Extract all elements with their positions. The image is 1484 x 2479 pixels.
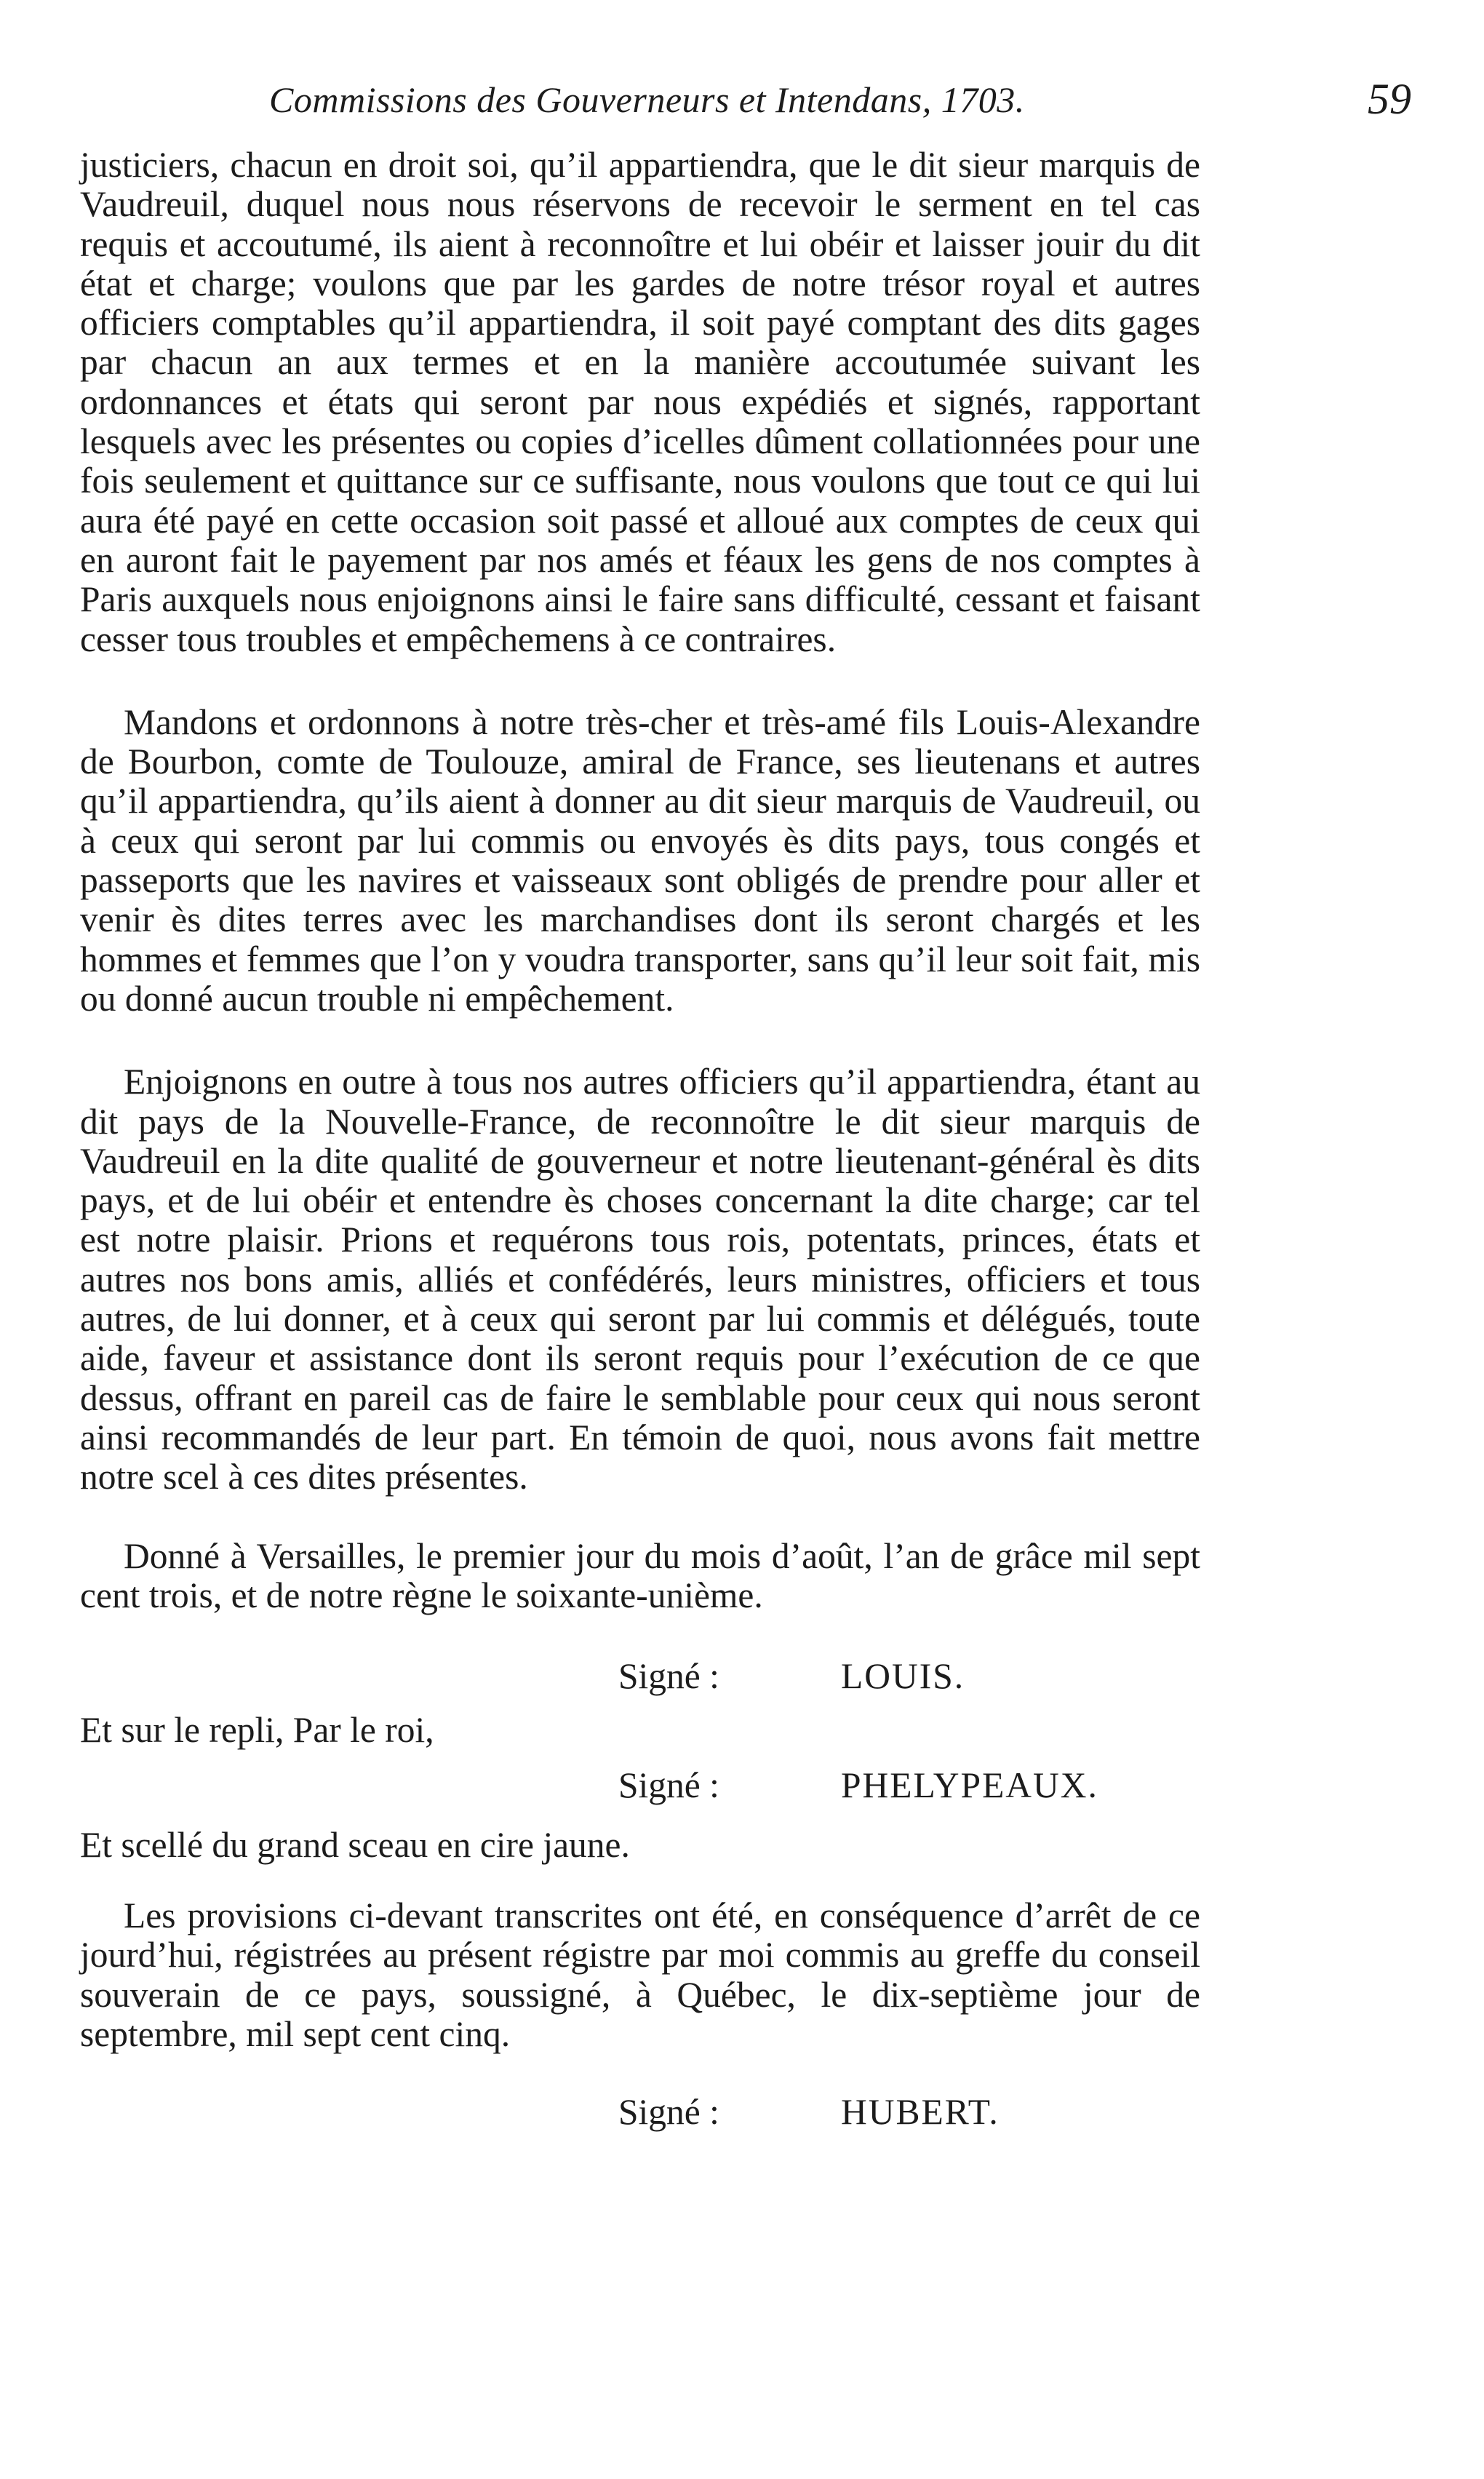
scelle-line: Et scellé du grand sceau en cire jaune.	[80, 1825, 630, 1866]
repli-line: Et sur le repli, Par le roi,	[80, 1710, 434, 1751]
paragraph-donne: Donné à Versailles, le premier jour du mois d’août, l’an de grâce mil sept cent trois, et de notre règne le soixante-unième.	[80, 1535, 1200, 1615]
signature-label: Signé :	[618, 2092, 719, 2133]
signature-louis	[80, 1655, 1200, 1698]
signature-name-louis: LOUIS.	[841, 1656, 965, 1697]
running-header	[87, 75, 1411, 130]
page-number: 59	[1368, 75, 1411, 123]
running-title: Commissions des Gouverneurs et Intendans, 1703.	[269, 79, 1025, 120]
paragraph-enjoignons: Enjoignons en outre à tous nos autres officiers qu’il appartiendra, étant au dit pays de la Nouvelle-France, de reconnoître le dit sieur marquis de Vaudreuil en la dite qualité de gouverneur et notre lieutenant-général ès dits pays, et de lui obéir et entendre ès choses concernant la dite charge; car tel est notre plaisir. Prions et requérons tous rois, potentats, princes, états et autres nos bons amis, alliés et confédérés, leurs ministres, officiers et tous autres, de lui donner, et à ceux qui seront par lui commis et délégués, toute aide, faveur et assistance dont ils seront requis pour l’exécution de ce que dessus, offrant en pareil cas de faire le semblable pour ceux qui nous seront ainsi recommandés de leur part. En témoin de quoi, nous avons fait mettre notre scel à ces dites présentes.	[80, 1062, 1200, 1497]
signature-phelypeaux	[80, 1764, 1200, 1807]
paragraph-mandons: Mandons et ordonnons à notre très-cher et très-amé fils Louis-Alexandre de Bourbon, comte de Toulouze, amiral de France, ses lieutenans et autres qu’il appartiendra, qu’ils aient à donner au dit sieur marquis de Vaudreuil, ou à ceux qui seront par lui commis ou envoyés ès dits pays, tous congés et passeports que les navires et vaisseaux sont obligés de prendre pour aller et venir ès dites terres avec les marchandises dont ils seront chargés et les hommes et femmes que l’on y voudra transporter, sans qu’il leur soit fait, mis ou donné aucun trouble ni empêchement.	[80, 701, 1200, 1019]
signature-name-hubert: HUBERT.	[841, 2092, 1000, 2133]
signature-hubert	[80, 2090, 1200, 2134]
paragraph-continuation: justiciers, chacun en droit soi, qu’il appartiendra, que le dit sieur marquis de Vaudreuil, duquel nous nous réservons de recevoir le serment en tel cas requis et accoutumé, ils aient à reconnoître et lui obéir et laisser jouir du dit état et charge; voulons que par les gardes de notre trésor royal et autres officiers comptables qu’il appartiendra, il soit payé comptant des dits gages par chacun an aux termes et en la manière accoutumée suivant les ordonnances et états qui seront par nous expédiés et signés, rapportant lesquels avec les présentes ou copies d’icelles dûment collationnées pour une fois seulement et quittance sur ce suffisante, nous voulons que tout ce qui lui aura été payé en cette occasion soit passé et alloué aux comptes de ceux qui en auront fait le payement par nos amés et féaux les gens de nos comptes à Paris auxquels nous enjoignons ainsi le faire sans difficulté, cessant et faisant cesser tous troubles et empêchemens à ce contraires.	[80, 145, 1200, 659]
signature-name-phelypeaux: PHELYPEAUX.	[841, 1765, 1098, 1806]
body-text	[80, 146, 1200, 2134]
paragraph-provisions: Les provisions ci-devant transcrites ont été, en conséquence d’arrêt de ce jourd’hui, régistrées au présent régistre par moi commis au greffe du conseil souverain de ce pays, soussigné, à Québec, le dix-septième jour de septembre, mil sept cent cinq.	[80, 1895, 1200, 2054]
signature-label: Signé :	[618, 1765, 719, 1806]
signature-label: Signé :	[618, 1656, 719, 1697]
